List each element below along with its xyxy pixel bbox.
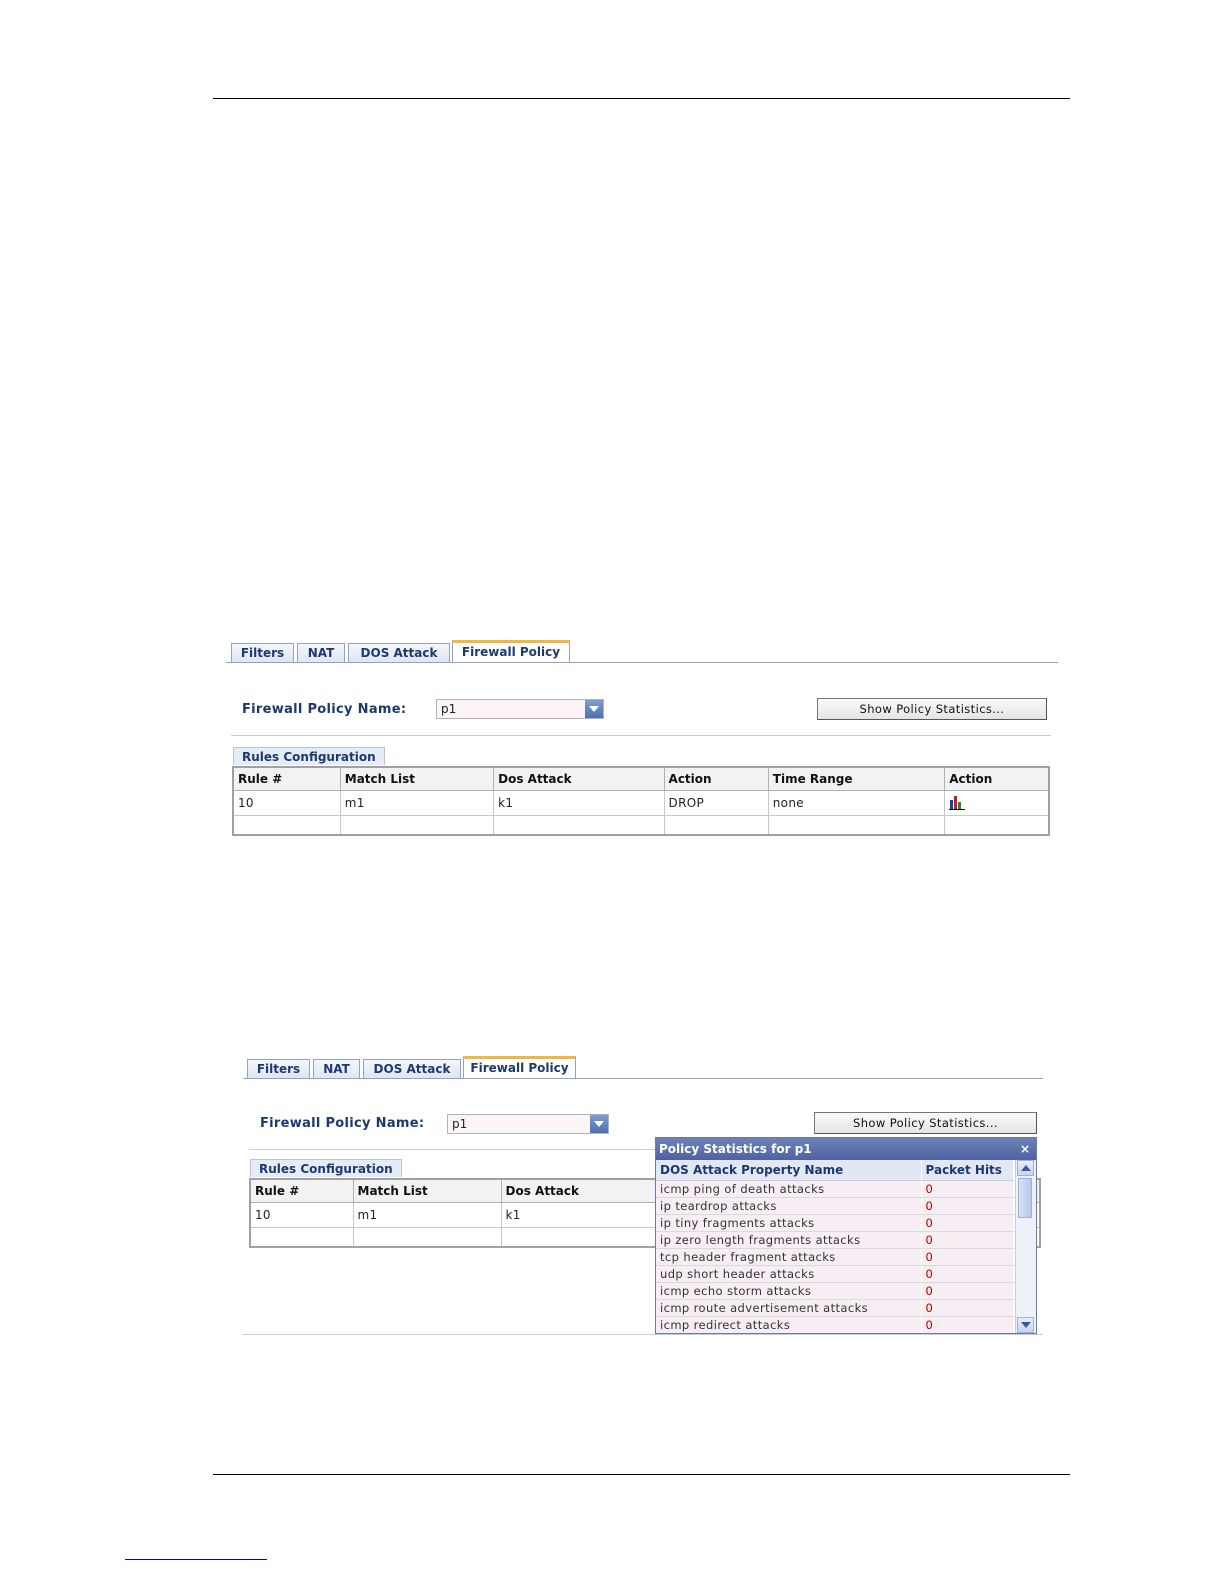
screenshot-policy-statistics <box>243 1056 1043 1341</box>
show-policy-statistics-button[interactable]: Show Policy Statistics... <box>817 698 1047 720</box>
col-match-list-2[interactable]: Match List <box>353 1179 501 1203</box>
policy-name-value-2: p1 <box>452 1117 468 1131</box>
footer-link-underline <box>125 1559 267 1560</box>
statistics-table <box>656 1160 1014 1334</box>
scroll-down-icon[interactable] <box>1017 1317 1034 1333</box>
tab-baseline <box>226 662 1058 663</box>
cell-action: DROP <box>664 791 768 816</box>
policy-name-value: p1 <box>441 702 457 716</box>
col-property-name[interactable]: DOS Attack Property Name <box>656 1160 921 1181</box>
policy-name-select[interactable] <box>436 699 604 719</box>
rules-configuration-tab: Rules Configuration <box>233 747 385 765</box>
cell-rule: 10 <box>233 791 340 816</box>
popup-title: Policy Statistics for p1 <box>659 1142 812 1156</box>
bottom-separator <box>243 1334 1043 1335</box>
cell-dos-attack[interactable]: k1 <box>494 791 664 816</box>
tab-nat[interactable]: NAT <box>297 643 345 662</box>
table-row: tcp header fragment attacks 0 <box>656 1249 1013 1266</box>
policy-name-label-2: Firewall Policy Name: <box>260 1116 425 1131</box>
col-action-icon[interactable]: Action <box>945 767 1049 791</box>
tab-baseline-2 <box>243 1078 1043 1079</box>
close-icon[interactable]: × <box>1019 1142 1030 1156</box>
table-row: ip teardrop attacks 0 <box>656 1198 1013 1215</box>
footer-rule <box>213 1474 1070 1475</box>
table-row: icmp echo storm attacks 0 <box>656 1283 1013 1300</box>
col-rule[interactable]: Rule # <box>233 767 340 791</box>
col-dos-attack[interactable]: Dos Attack <box>494 767 664 791</box>
table-row: udp short header attacks 0 <box>656 1266 1013 1283</box>
chevron-down-icon-2[interactable] <box>590 1115 608 1133</box>
table-row: ip tiny fragments attacks 0 <box>656 1215 1013 1232</box>
policy-statistics-popup <box>655 1137 1037 1334</box>
cell-match-list[interactable]: m1 <box>340 791 493 816</box>
table-row-empty <box>233 816 1049 836</box>
popup-scrollbar[interactable] <box>1015 1160 1036 1333</box>
header-rule <box>213 98 1070 99</box>
table-row: icmp ping of death attacks 0 <box>656 1181 1013 1198</box>
table-row: icmp route advertisement attacks 0 <box>656 1300 1013 1317</box>
rules-table <box>232 766 1050 836</box>
tab-firewall-policy[interactable]: Firewall Policy <box>452 640 570 663</box>
stats-header-row <box>656 1160 1013 1181</box>
tab-dos-attack[interactable]: DOS Attack <box>348 643 450 662</box>
show-policy-statistics-button-2[interactable]: Show Policy Statistics... <box>814 1112 1037 1134</box>
col-time-range[interactable]: Time Range <box>768 767 944 791</box>
scroll-thumb[interactable] <box>1018 1178 1032 1218</box>
tab-nat-2[interactable]: NAT <box>313 1059 360 1078</box>
table-header-row <box>233 767 1049 791</box>
cell-action-icon <box>945 791 1049 816</box>
bar-chart-icon[interactable] <box>949 796 965 810</box>
col-dos-attack-2[interactable]: Dos Attack <box>501 1179 1040 1203</box>
table-row[interactable] <box>233 791 1049 816</box>
policy-name-label: Firewall Policy Name: <box>242 702 407 717</box>
col-match-list[interactable]: Match List <box>340 767 493 791</box>
popup-title-bar[interactable] <box>656 1138 1036 1160</box>
screenshot-firewall-policy <box>226 640 1058 845</box>
col-action[interactable]: Action <box>664 767 768 791</box>
tab-filters-2[interactable]: Filters <box>247 1059 310 1078</box>
separator <box>231 735 1051 736</box>
table-row: icmp redirect attacks 0 <box>656 1317 1013 1334</box>
rules-configuration-tab-2: Rules Configuration <box>250 1159 402 1177</box>
tab-dos-attack-2[interactable]: DOS Attack <box>363 1059 461 1078</box>
scroll-up-icon[interactable] <box>1017 1160 1034 1176</box>
chevron-down-icon[interactable] <box>585 700 603 718</box>
table-row: ip zero length fragments attacks 0 <box>656 1232 1013 1249</box>
tab-firewall-policy-2[interactable]: Firewall Policy <box>463 1056 576 1079</box>
policy-name-select-2[interactable] <box>447 1114 609 1134</box>
cell-dos-attack-2[interactable]: k1 <box>501 1203 1040 1228</box>
cell-match-list-2[interactable]: m1 <box>353 1203 501 1228</box>
col-packet-hits[interactable]: Packet Hits <box>921 1160 1013 1181</box>
separator-2 <box>249 1149 659 1150</box>
cell-rule-2: 10 <box>250 1203 353 1228</box>
tab-filters[interactable]: Filters <box>231 643 294 662</box>
col-rule-2[interactable]: Rule # <box>250 1179 353 1203</box>
cell-time-range: none <box>768 791 944 816</box>
